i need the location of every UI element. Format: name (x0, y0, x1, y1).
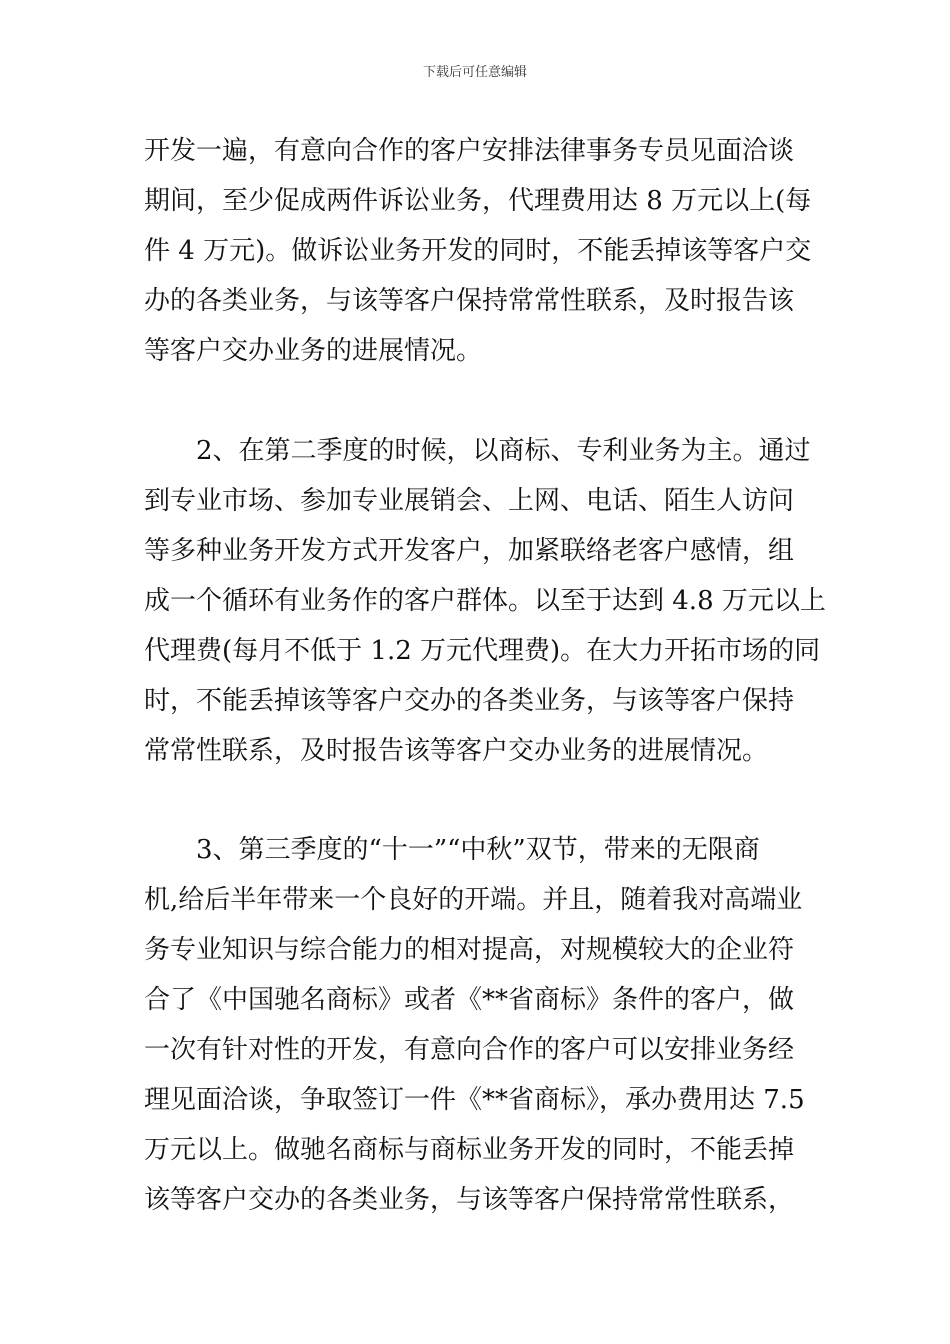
paragraph-2-line-5: 代理费(每月不低于 1.2 万元代理费)。在大力开拓市场的同 (144, 636, 821, 666)
paragraph-2-line-4: 成一个循环有业务作的客户群体。以至于达到 4.8 万元以上 (144, 586, 826, 616)
paragraph-3-line-4: 合了《中国驰名商标》或者《**省商标》条件的客户，做 (144, 985, 795, 1015)
paragraph-3-line-8: 该等客户交办的各类业务，与该等客户保持常常性联系， (144, 1185, 795, 1215)
paragraph-2-line-6: 时，不能丢掉该等客户交办的各类业务，与该等客户保持 (144, 686, 795, 716)
paragraph-3-line-7: 万元以上。做驰名商标与商标业务开发的同时，不能丢掉 (144, 1135, 795, 1165)
paragraph-1-line-5: 等客户交办业务的进展情况。 (144, 336, 483, 366)
paragraph-1-line-4: 办的各类业务，与该等客户保持常常性联系，及时报告该 (144, 286, 795, 316)
paragraph-3-line-5: 一次有针对性的开发，有意向合作的客户可以安排业务经 (144, 1035, 795, 1065)
paragraph-3-line-3: 务专业知识与综合能力的相对提高，对规模较大的企业符 (144, 935, 795, 965)
paragraph-2-line-1: 2、在第二季度的时候，以商标、专利业务为主。通过 (196, 436, 811, 466)
paragraph-1-line-1: 开发一遍，有意向合作的客户安排法律事务专员见面洽谈 (144, 136, 795, 166)
paragraph-1-line-3: 件 4 万元)。做诉讼业务开发的同时，不能丢掉该等客户交 (144, 236, 812, 266)
paragraph-2-line-3: 等多种业务开发方式开发客户，加紧联络老客户感情，组 (144, 536, 795, 566)
paragraph-2-line-7: 常常性联系，及时报告该等客户交办业务的进展情况。 (144, 736, 769, 766)
paragraph-3-line-6: 理见面洽谈，争取签订一件《**省商标》，承办费用达 7.5 (144, 1085, 805, 1115)
paragraph-2-line-2: 到专业市场、参加专业展销会、上网、电话、陌生人访问 (144, 486, 795, 516)
paragraph-3-line-1: 3、第三季度的“十一”“中秋”双节，带来的无限商 (196, 835, 760, 865)
paragraph-1-line-2: 期间，至少促成两件诉讼业务，代理费用达 8 万元以上(每 (144, 186, 812, 216)
page-header: 下载后可任意编辑 (422, 65, 527, 80)
paragraph-3-line-2: 机,给后半年带来一个良好的开端。并且，随着我对高端业 (144, 885, 803, 915)
